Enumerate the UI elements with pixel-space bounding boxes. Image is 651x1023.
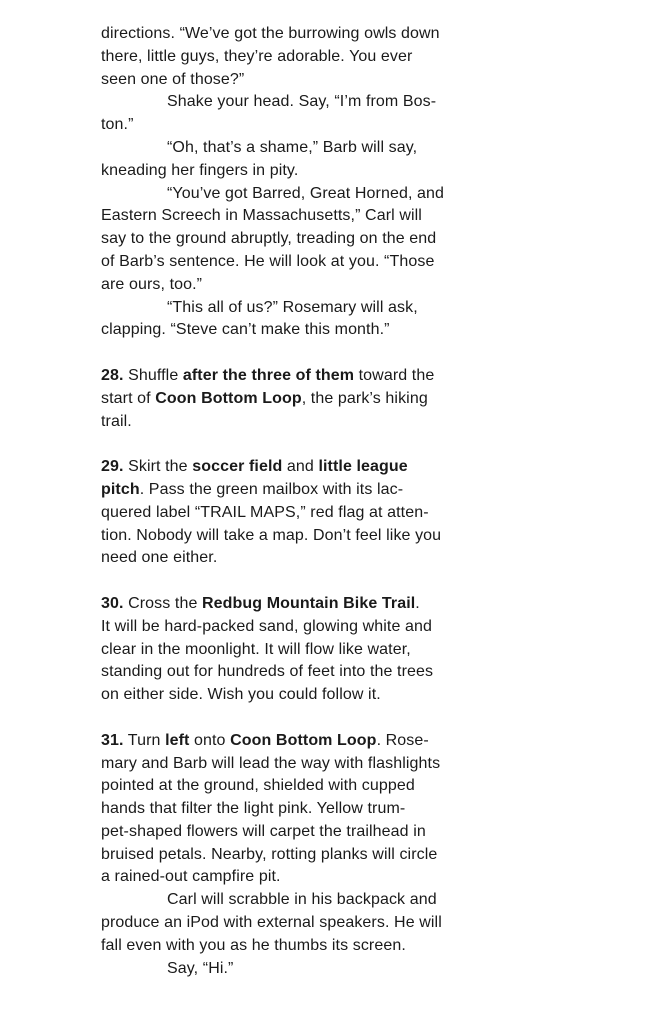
text-segment: toward the xyxy=(354,366,435,384)
text-line xyxy=(101,274,586,297)
text-segment: standing out for hundreds of feet into the trees xyxy=(101,663,434,681)
text-line xyxy=(101,456,586,479)
text-segment: tion. Nobody will take a map. Don’t feel like you xyxy=(101,526,442,544)
text-segment: Carl will scrabble in his backpack and xyxy=(167,891,437,909)
text-segment: mary and Barb will lead the way with flashlights xyxy=(101,754,441,772)
text-segment: . Pass the green mailbox with its lac- xyxy=(139,480,404,498)
text-line xyxy=(101,23,586,46)
bold-text-segment: 29. xyxy=(101,458,124,476)
text-segment: pointed at the ground, shielded with cupped xyxy=(101,777,415,795)
text-line xyxy=(101,205,586,228)
story-text-column xyxy=(101,23,586,980)
text-segment: seen one of those?” xyxy=(101,70,245,88)
bold-text-segment: Redbug Mountain Bike Trail xyxy=(202,594,416,612)
text-segment: produce an iPod with external speakers. He will xyxy=(101,914,442,932)
text-segment: and xyxy=(282,458,319,476)
text-line xyxy=(101,502,586,525)
text-line xyxy=(101,297,586,320)
text-segment: , the park’s hiking xyxy=(301,389,428,407)
text-line xyxy=(101,411,586,434)
text-segment: are ours, too.” xyxy=(101,275,203,293)
text-segment: bruised petals. Nearby, rotting planks will circle xyxy=(101,845,438,863)
text-line xyxy=(101,137,586,160)
text-line xyxy=(101,616,586,639)
bold-text-segment: soccer field xyxy=(192,458,283,476)
text-segment: need one either. xyxy=(101,549,218,567)
text-segment: on either side. Wish you could follow it. xyxy=(101,686,381,704)
text-line xyxy=(101,228,586,251)
text-line xyxy=(101,365,586,388)
text-segment: fall even with you as he thumbs its screen. xyxy=(101,936,406,954)
text-line xyxy=(101,912,586,935)
text-line xyxy=(101,69,586,92)
text-segment: of Barb’s sentence. He will look at you. “Those xyxy=(101,252,435,270)
text-line xyxy=(101,889,586,912)
text-line xyxy=(101,593,586,616)
text-segment: Skirt the xyxy=(123,458,193,476)
text-line xyxy=(101,251,586,274)
text-segment: . xyxy=(415,594,420,612)
text-segment: Shake your head. Say, “I’m from Bos- xyxy=(167,93,437,111)
text-segment: clapping. “Steve can’t make this month.” xyxy=(101,321,390,339)
text-segment: Shuffle xyxy=(123,366,183,384)
text-line xyxy=(101,958,586,981)
text-segment: clear in the moonlight. It will flow like water, xyxy=(101,640,411,658)
text-segment: say to the ground abruptly, treading on the end xyxy=(101,230,437,248)
text-line xyxy=(101,866,586,889)
text-segment: Say, “Hi.” xyxy=(167,959,234,977)
text-segment: directions. “We’ve got the burrowing owls down xyxy=(101,25,440,42)
text-segment: kneading her fingers in pity. xyxy=(101,161,299,179)
text-line xyxy=(101,935,586,958)
bold-text-segment: left xyxy=(165,731,190,749)
bold-text-segment: Coon Bottom Loop xyxy=(230,731,377,749)
bold-text-segment: 30. xyxy=(101,594,124,612)
text-line xyxy=(101,183,586,206)
text-segment: start of xyxy=(101,389,156,407)
bold-text-segment: after the three of them xyxy=(182,366,355,384)
text-line xyxy=(101,114,586,137)
text-segment: . Rose- xyxy=(376,731,429,749)
bold-text-segment: little league xyxy=(318,458,408,476)
text-segment: It will be hard-packed sand, glowing white and xyxy=(101,617,433,635)
text-segment: pet-shaped flowers will carpet the trailhead in xyxy=(101,822,426,840)
text-line xyxy=(101,91,586,114)
text-line xyxy=(101,844,586,867)
text-line xyxy=(101,798,586,821)
text-line xyxy=(101,46,586,69)
text-line xyxy=(101,753,586,776)
text-segment: Eastern Screech in Massachusetts,” Carl will xyxy=(101,207,422,225)
text-segment: ton.” xyxy=(101,116,134,134)
text-line xyxy=(101,479,586,502)
bold-text-segment: 28. xyxy=(101,366,124,384)
text-segment: “This all of us?” Rosemary will ask, xyxy=(167,298,418,316)
bold-text-segment: 31. xyxy=(101,731,124,749)
text-line xyxy=(101,388,586,411)
bold-text-segment: Coon Bottom Loop xyxy=(155,389,302,407)
text-segment: quered label “TRAIL MAPS,” red flag at atten- xyxy=(101,503,429,521)
text-line xyxy=(101,730,586,753)
text-line xyxy=(101,319,586,342)
text-line xyxy=(101,775,586,798)
text-segment: “Oh, that’s a shame,” Barb will say, xyxy=(167,138,418,156)
text-segment: hands that filter the light pink. Yellow trum- xyxy=(101,800,406,818)
text-line xyxy=(101,684,586,707)
text-segment: Turn xyxy=(123,731,166,749)
text-segment: a rained-out campfire pit. xyxy=(101,868,281,886)
text-line xyxy=(101,547,586,570)
text-segment: “You’ve got Barred, Great Horned, and xyxy=(167,184,445,202)
bold-text-segment: pitch xyxy=(101,480,140,498)
text-segment: Cross the xyxy=(123,594,203,612)
text-line xyxy=(101,821,586,844)
text-segment: trail. xyxy=(101,412,132,430)
text-line xyxy=(101,639,586,662)
text-segment: onto xyxy=(189,731,231,749)
text-line xyxy=(101,525,586,548)
text-line xyxy=(101,661,586,684)
text-segment: there, little guys, they’re adorable. You ever xyxy=(101,47,413,65)
text-line xyxy=(101,160,586,183)
